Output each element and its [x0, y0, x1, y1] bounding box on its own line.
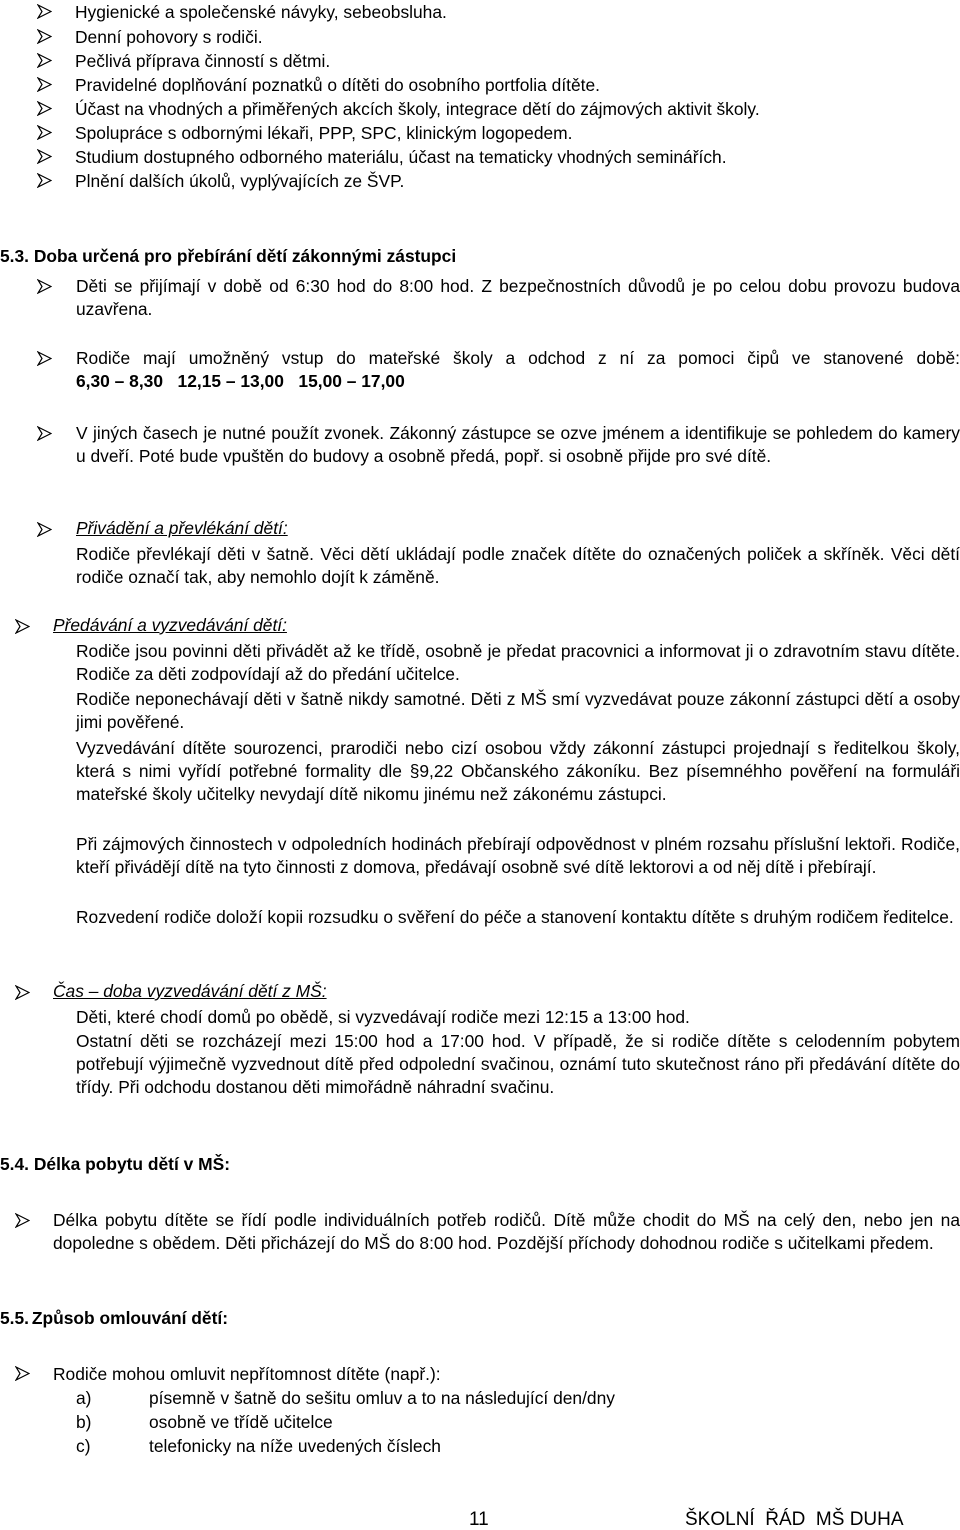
page-number: 11 [469, 1509, 489, 1530]
bullet-arrow-icon [37, 125, 52, 140]
section-title: Doba určená pro přebírání dětí zákonnými zástupci [33, 246, 457, 266]
list-item: Hygienické a společenské návyky, sebeobsluha. [75, 2, 447, 22]
paragraph: Rodiče jsou povinni děti přivádět až ke třídě, osobně je předat pracovnici a informovat ji o zdravotním stavu dítěte. Rodiče za děti zodpovídají až do předání učitelce. [76, 641, 960, 684]
list-item: Denní pohovory s rodiči. [75, 27, 263, 47]
bullet-arrow-icon [15, 1213, 30, 1228]
subheading: Čas – doba vyzvedávání dětí z MŠ: [53, 981, 327, 1001]
bullet-arrow-icon [37, 522, 52, 537]
section-number: 5.4. [0, 1154, 30, 1174]
paragraph: Děti se přijímají v době od 6:30 hod do 8:00 hod. Z bezpečnostních důvodů je po celou dobu provozu budova uzavřena. [76, 276, 960, 319]
bullet-arrow-icon [37, 4, 52, 19]
list-item: Plnění dalších úkolů, vyplývajících ze ŠVP. [75, 171, 405, 191]
subheading: Přivádění a převlékání dětí: [76, 518, 288, 538]
section-number: 5.5. [0, 1308, 30, 1328]
bullet-arrow-icon [37, 101, 52, 116]
bullet-arrow-icon [37, 53, 52, 68]
paragraph: Rodiče převlékají děti v šatně. Věci dětí ukládají podle značek dítěte do označených poliček a skříněk. Věci dětí rodiče označí tak, aby nemohlo dojít k záměně. [76, 544, 960, 587]
footer-school-name: ŠKOLNÍ ŘÁD MŠ DUHA [685, 1509, 904, 1530]
list-marker: a) [76, 1388, 92, 1408]
paragraph: Ostatní děti se rozcházejí mezi 15:00 hod a 17:00 hod. V případě, že si rodiče dítěte s celodenním pobytem potřebují výjimečně vyzvednout dítě před odpolední svačinou, oznámí tuto skutečnost ráno při předávání dítěte do třídy. Při odchodu dostanou děti mimořádně náhradní svačinu. [76, 1031, 960, 1097]
list-marker: c) [76, 1436, 91, 1456]
bullet-arrow-icon [37, 77, 52, 92]
paragraph: Rodiče mohou omluvit nepřítomnost dítěte (např.): [53, 1364, 441, 1384]
paragraph: Při zájmových činnostech v odpoledních hodinách přebírají odpovědnost v plném rozsahu příslušní lektoři. Rodiče, kteří přivádějí dítě na tyto činnosti z domova, předávají osobně své dítě lektorovi a od něj dítě i přebírají. [76, 834, 960, 877]
list-marker: b) [76, 1412, 92, 1432]
paragraph: Vyzvedávání dítěte sourozenci, prarodiči nebo cizí osobou vždy zákonní zástupci projednají s ředitelkou školy, která s nimi vyřídí potřebné formality dle §9,22 Občanského zákoníku. Bez písemnéhho pověření na formuláři mateřské školy učitelky nevydají dítě nikomu jinému než zákonému zástupci. [76, 738, 960, 804]
list-item: Spolupráce s odbornými lékaři, PPP, SPC, klinickým logopedem. [75, 123, 573, 143]
list-item: Pravidelné doplňování poznatků o dítěti do osobního portfolia dítěte. [75, 75, 600, 95]
paragraph: Délka pobytu dítěte se řídí podle individuálních potřeb rodičů. Dítě může chodit do MŠ na celý den, nebo jen na dopoledne s obědem. Děti přicházejí do MŠ do 8:00 hod. Pozdější příchody dohodnou rodiče s učitelkami předem. [53, 1210, 960, 1253]
paragraph: V jiných časech je nutné použít zvonek. Zákonný zástupce se ozve jménem a identifikuje se pohledem do kamery u dveří. Poté bude vpuštěn do budovy a osobně předá, popř. si osobně přijde pro své dítě. [76, 423, 960, 466]
paragraph: Rodiče neponechávají děti v šatně nikdy samotné. Děti z MŠ smí vyzvedávat pouze zákonní zástupci dětí a osoby jimi pověřené. [76, 689, 960, 732]
time-slots: 6,30 – 8,30 12,15 – 13,00 15,00 – 17,00 [76, 371, 405, 391]
section-heading-5-3 [0, 248, 456, 265]
paragraph: Rozvedení rodiče doloží kopii rozsudku o svěření do péče a stanovení kontaktu dítěte s druhým rodičem ředitelce. [76, 907, 954, 927]
subheading: Předávání a vyzvedávání dětí: [53, 615, 287, 635]
bullet-arrow-icon [37, 173, 52, 188]
bullet-arrow-icon [37, 279, 52, 294]
section-title: Délka pobytu dětí v MŠ: [33, 1154, 231, 1174]
bullet-arrow-icon [37, 426, 52, 441]
paragraph-text: Rodiče mají umožněný vstup do mateřské školy a odchod z ní za pomoci čipů ve stanovené době: [76, 348, 960, 368]
list-item: Účast na vhodných a přiměřených akcích školy, integrace dětí do zájmových aktivit školy. [75, 99, 760, 119]
list-item: telefonicky na níže uvedených číslech [149, 1436, 441, 1456]
section-heading-5-4 [0, 1156, 230, 1173]
bullet-arrow-icon [37, 29, 52, 44]
bullet-arrow-icon [15, 1366, 30, 1381]
bullet-arrow-icon [15, 619, 30, 634]
bullet-arrow-icon [37, 351, 52, 366]
paragraph [76, 347, 960, 393]
list-item: Pečlivá příprava činností s dětmi. [75, 51, 331, 71]
list-item: Studium dostupného odborného materiálu, účast na tematicky vhodných seminářích. [75, 147, 727, 167]
bullet-arrow-icon [37, 149, 52, 164]
section-heading-5-5 [0, 1310, 228, 1327]
section-number: 5.3. [0, 246, 30, 266]
bullet-arrow-icon [15, 985, 30, 1000]
section-title: Způsob omlouvání dětí: [31, 1308, 228, 1328]
paragraph: Děti, které chodí domů po obědě, si vyzvedávají rodiče mezi 12:15 a 13:00 hod. [76, 1007, 690, 1027]
list-item: osobně ve třídě učitelce [149, 1412, 333, 1432]
list-item: písemně v šatně do sešitu omluv a to na následující den/dny [149, 1388, 615, 1408]
